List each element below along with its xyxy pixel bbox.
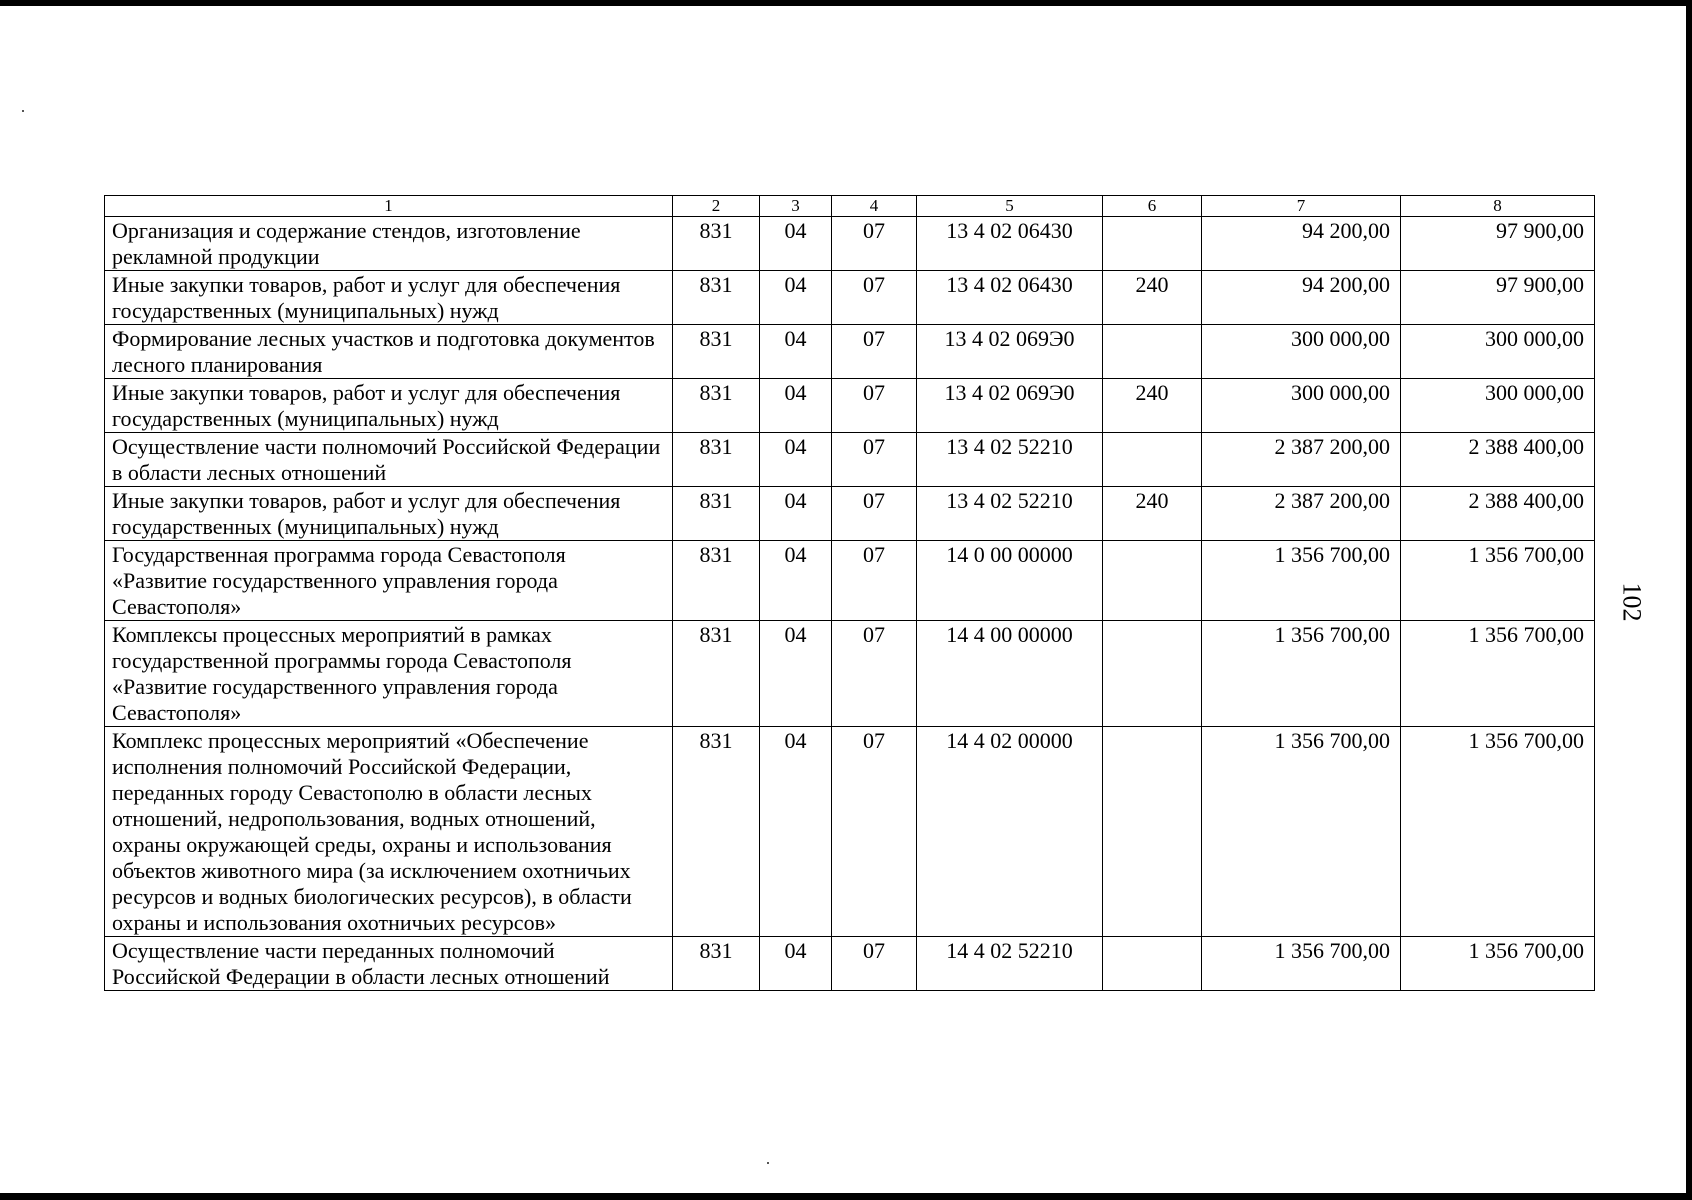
row-name: Комплекс процессных мероприятий «Обеспечение исполнения полномочий Российской Федерации, переданных городу Севастополю в области лесных отношений, недропользования, водных отношений, охраны окружающей среды, охраны и использования объектов животного мира (за исключением охотничьих ресурсов и водных биологических ресурсов), в области охраны и использования охотничьих ресурсов» bbox=[105, 727, 673, 937]
row-section-code: 04 bbox=[760, 621, 832, 727]
row-section-code: 04 bbox=[760, 271, 832, 325]
row-name: Иные закупки товаров, работ и услуг для обеспечения государственных (муниципальных) нужд bbox=[105, 271, 673, 325]
row-target-article: 13 4 02 06430 bbox=[917, 217, 1103, 271]
row-amount-year2: 2 388 400,00 bbox=[1401, 433, 1595, 487]
row-section-code: 04 bbox=[760, 487, 832, 541]
row-subsection-code: 07 bbox=[832, 271, 917, 325]
row-subsection-code: 07 bbox=[832, 325, 917, 379]
row-subsection-code: 07 bbox=[832, 621, 917, 727]
row-expense-type bbox=[1103, 541, 1202, 621]
row-section-code: 04 bbox=[760, 379, 832, 433]
row-amount-year1: 300 000,00 bbox=[1202, 379, 1401, 433]
row-expense-type bbox=[1103, 727, 1202, 937]
table-row bbox=[105, 271, 1595, 325]
row-amount-year1: 2 387 200,00 bbox=[1202, 433, 1401, 487]
row-name: Государственная программа города Севастополя «Развитие государственного управления города Севастополя» bbox=[105, 541, 673, 621]
scan-speck bbox=[767, 1162, 769, 1164]
row-section-code: 04 bbox=[760, 433, 832, 487]
header-cell: 3 bbox=[760, 196, 832, 217]
row-ministry-code: 831 bbox=[673, 937, 760, 991]
row-target-article: 13 4 02 52210 bbox=[917, 433, 1103, 487]
table-row bbox=[105, 379, 1595, 433]
row-name: Комплексы процессных мероприятий в рамках государственной программы города Севастополя «Развитие государственного управления города Севастополя» bbox=[105, 621, 673, 727]
row-target-article: 14 4 02 00000 bbox=[917, 727, 1103, 937]
row-ministry-code: 831 bbox=[673, 379, 760, 433]
table-row bbox=[105, 937, 1595, 991]
row-ministry-code: 831 bbox=[673, 621, 760, 727]
row-amount-year2: 1 356 700,00 bbox=[1401, 727, 1595, 937]
row-section-code: 04 bbox=[760, 217, 832, 271]
header-cell: 8 bbox=[1401, 196, 1595, 217]
row-subsection-code: 07 bbox=[832, 541, 917, 621]
row-subsection-code: 07 bbox=[832, 487, 917, 541]
row-expense-type: 240 bbox=[1103, 487, 1202, 541]
row-target-article: 14 0 00 00000 bbox=[917, 541, 1103, 621]
header-cell: 7 bbox=[1202, 196, 1401, 217]
header-cell: 1 bbox=[105, 196, 673, 217]
row-amount-year2: 1 356 700,00 bbox=[1401, 937, 1595, 991]
row-name: Иные закупки товаров, работ и услуг для обеспечения государственных (муниципальных) нужд bbox=[105, 487, 673, 541]
row-section-code: 04 bbox=[760, 325, 832, 379]
table-header-row bbox=[105, 196, 1595, 217]
row-subsection-code: 07 bbox=[832, 937, 917, 991]
row-amount-year1: 94 200,00 bbox=[1202, 217, 1401, 271]
row-target-article: 13 4 02 06430 bbox=[917, 271, 1103, 325]
row-subsection-code: 07 bbox=[832, 433, 917, 487]
row-section-code: 04 bbox=[760, 937, 832, 991]
scan-speck bbox=[22, 110, 24, 112]
row-expense-type bbox=[1103, 433, 1202, 487]
table-row bbox=[105, 325, 1595, 379]
row-section-code: 04 bbox=[760, 541, 832, 621]
row-ministry-code: 831 bbox=[673, 325, 760, 379]
row-target-article: 13 4 02 52210 bbox=[917, 487, 1103, 541]
row-amount-year1: 94 200,00 bbox=[1202, 271, 1401, 325]
row-section-code: 04 bbox=[760, 727, 832, 937]
header-cell: 4 bbox=[832, 196, 917, 217]
row-ministry-code: 831 bbox=[673, 727, 760, 937]
row-amount-year1: 1 356 700,00 bbox=[1202, 621, 1401, 727]
row-amount-year2: 97 900,00 bbox=[1401, 217, 1595, 271]
row-amount-year1: 2 387 200,00 bbox=[1202, 487, 1401, 541]
row-amount-year2: 300 000,00 bbox=[1401, 325, 1595, 379]
row-amount-year2: 1 356 700,00 bbox=[1401, 621, 1595, 727]
table-row bbox=[105, 621, 1595, 727]
row-subsection-code: 07 bbox=[832, 217, 917, 271]
row-amount-year1: 1 356 700,00 bbox=[1202, 937, 1401, 991]
table-row bbox=[105, 541, 1595, 621]
header-cell: 6 bbox=[1103, 196, 1202, 217]
row-expense-type: 240 bbox=[1103, 379, 1202, 433]
row-amount-year2: 300 000,00 bbox=[1401, 379, 1595, 433]
table-row bbox=[105, 727, 1595, 937]
row-target-article: 13 4 02 069Э0 bbox=[917, 325, 1103, 379]
row-amount-year2: 97 900,00 bbox=[1401, 271, 1595, 325]
row-name: Осуществление части переданных полномочий Российской Федерации в области лесных отношений bbox=[105, 937, 673, 991]
table-row bbox=[105, 487, 1595, 541]
scan-border-right bbox=[1686, 0, 1692, 1200]
row-ministry-code: 831 bbox=[673, 217, 760, 271]
row-subsection-code: 07 bbox=[832, 727, 917, 937]
table-row bbox=[105, 217, 1595, 271]
row-expense-type bbox=[1103, 937, 1202, 991]
scan-border-bottom bbox=[0, 1193, 1692, 1200]
scan-border-top bbox=[0, 0, 1692, 6]
row-amount-year1: 1 356 700,00 bbox=[1202, 727, 1401, 937]
row-amount-year1: 300 000,00 bbox=[1202, 325, 1401, 379]
row-amount-year1: 1 356 700,00 bbox=[1202, 541, 1401, 621]
row-name: Осуществление части полномочий Российской Федерации в области лесных отношений bbox=[105, 433, 673, 487]
row-name: Формирование лесных участков и подготовка документов лесного планирования bbox=[105, 325, 673, 379]
row-expense-type bbox=[1103, 325, 1202, 379]
row-target-article: 14 4 02 52210 bbox=[917, 937, 1103, 991]
row-amount-year2: 2 388 400,00 bbox=[1401, 487, 1595, 541]
row-ministry-code: 831 bbox=[673, 271, 760, 325]
row-ministry-code: 831 bbox=[673, 433, 760, 487]
table-row bbox=[105, 433, 1595, 487]
row-amount-year2: 1 356 700,00 bbox=[1401, 541, 1595, 621]
row-name: Организация и содержание стендов, изготовление рекламной продукции bbox=[105, 217, 673, 271]
row-ministry-code: 831 bbox=[673, 541, 760, 621]
row-name: Иные закупки товаров, работ и услуг для обеспечения государственных (муниципальных) нужд bbox=[105, 379, 673, 433]
budget-table bbox=[104, 195, 1595, 991]
page-number: 102 bbox=[1617, 582, 1647, 622]
row-target-article: 13 4 02 069Э0 bbox=[917, 379, 1103, 433]
row-subsection-code: 07 bbox=[832, 379, 917, 433]
row-ministry-code: 831 bbox=[673, 487, 760, 541]
row-target-article: 14 4 00 00000 bbox=[917, 621, 1103, 727]
row-expense-type bbox=[1103, 217, 1202, 271]
row-expense-type bbox=[1103, 621, 1202, 727]
header-cell: 2 bbox=[673, 196, 760, 217]
header-cell: 5 bbox=[917, 196, 1103, 217]
row-expense-type: 240 bbox=[1103, 271, 1202, 325]
